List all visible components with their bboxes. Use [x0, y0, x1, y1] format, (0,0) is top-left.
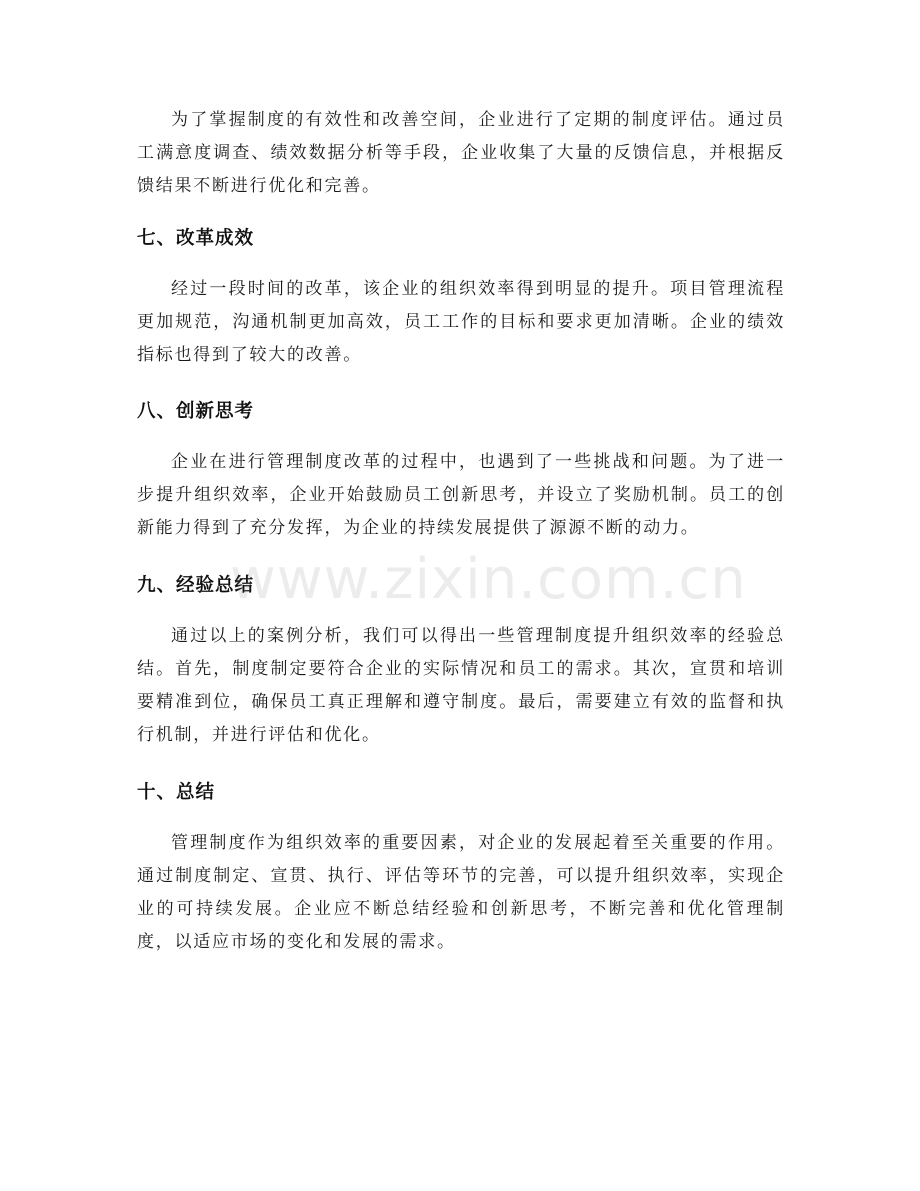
paragraph-innovation-thinking: 企业在进行管理制度改革的过程中，也遇到了一些挑战和问题。为了进一步提升组织效率，企业开始鼓励员工创新思考，并设立了奖励机制。员工的创新能力得到了充分发挥，为企业的持续发展提供了源源不断的动力。: [137, 452, 785, 538]
document-body: [137, 104, 785, 959]
paragraph-experience-summary: 通过以上的案例分析，我们可以得出一些管理制度提升组织效率的经验总结。首先，制度制定要符合企业的实际情况和员工的需求。其次，宣贯和培训要精准到位，确保员工真正理解和遵守制度。最后，需要建立有效的监督和执行机制，并进行评估和优化。: [137, 626, 785, 745]
heading-reform-results: 七、改革成效: [137, 228, 255, 249]
paragraph-evaluation: 为了掌握制度的有效性和改善空间，企业进行了定期的制度评估。通过员工满意度调查、绩效数据分析等手段，企业收集了大量的反馈信息，并根据反馈结果不断进行优化和完善。: [137, 110, 785, 196]
watermark: www.zixin.com.cn: [230, 547, 747, 612]
paragraph-reform-results: 经过一段时间的改革，该企业的组织效率得到明显的提升。项目管理流程更加规范，沟通机制更加高效，员工工作的目标和要求更加清晰。企业的绩效指标也得到了较大的改善。: [137, 279, 785, 365]
heading-innovation-thinking: 八、创新思考: [137, 401, 255, 422]
heading-experience-summary: 九、经验总结: [137, 575, 255, 596]
paragraph-conclusion: 管理制度作为组织效率的重要因素，对企业的发展起着至关重要的作用。通过制度制定、宣贯、执行、评估等环节的完善，可以提升组织效率，实现企业的可持续发展。企业应不断总结经验和创新思考，不断完善和优化管理制度，以适应市场的变化和发展的需求。: [137, 833, 785, 952]
heading-conclusion: 十、总结: [137, 782, 216, 803]
